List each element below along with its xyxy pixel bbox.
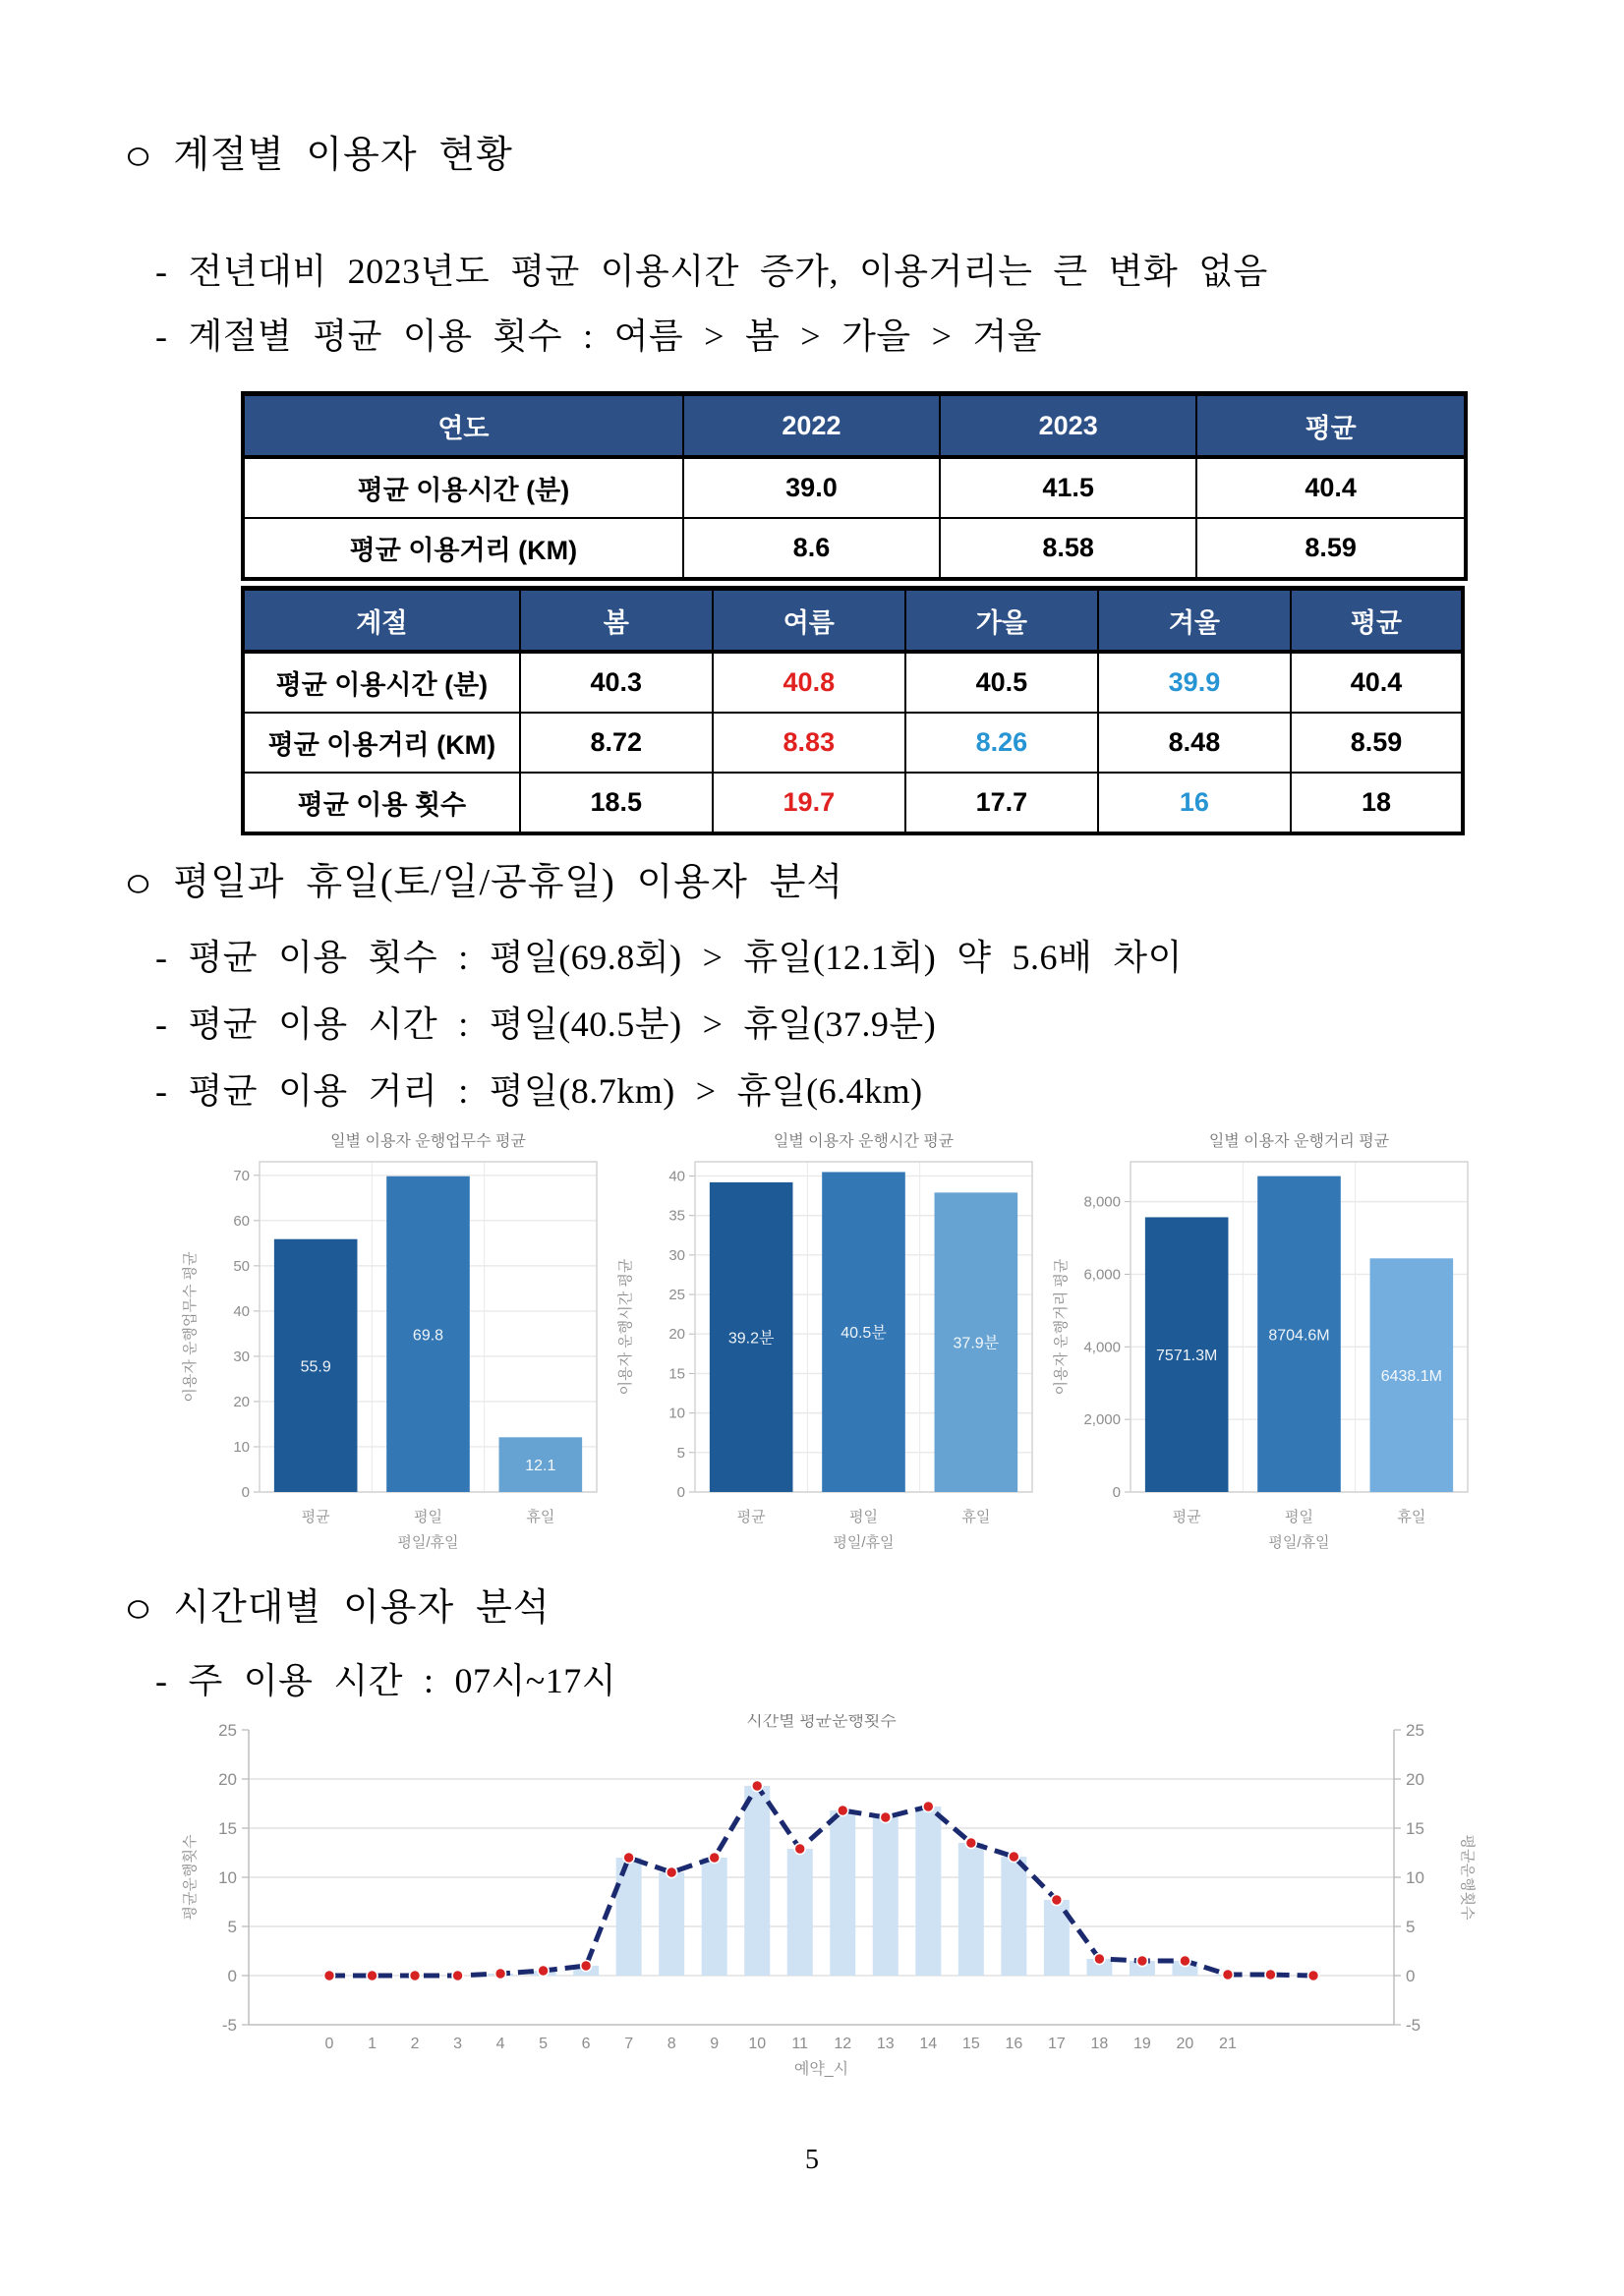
- bar-value-label: 6438.1M: [1380, 1368, 1442, 1386]
- x-category-label: 평일: [414, 1509, 442, 1525]
- daily-trip-count-chart: [173, 1126, 609, 1557]
- x-tick-label: 20: [1176, 2036, 1194, 2052]
- bar: [958, 1843, 984, 1976]
- bar-value-label: 40.5분: [841, 1325, 887, 1343]
- x-axis-label: 평일/휴일: [833, 1534, 895, 1551]
- y-axis-label-right: 평균운행횟수: [1459, 1834, 1476, 1921]
- data-point-marker: [1265, 1970, 1276, 1980]
- bar: [787, 1849, 813, 1976]
- bar-value-label: 7571.3M: [1156, 1348, 1218, 1365]
- section-heading-hourly: [126, 1577, 551, 1633]
- data-point-marker: [367, 1971, 377, 1981]
- x-axis-label: 평일/휴일: [1268, 1534, 1330, 1551]
- table-row-label: 평균 이용거리 (KM): [243, 713, 520, 773]
- chart-title: 일별 이용자 운행시간 평균: [773, 1133, 955, 1150]
- table-header-cell: 겨울: [1098, 589, 1291, 653]
- y-tick-label: 2,000: [1083, 1411, 1121, 1429]
- x-category-label: 휴일: [526, 1509, 555, 1525]
- table-cell: 41.5: [940, 457, 1196, 518]
- y-tick-label: 30: [233, 1348, 250, 1365]
- table-cell: 40.8: [713, 652, 905, 713]
- section-title: 시간대별 이용자 분석: [173, 1587, 551, 1629]
- bar: [659, 1872, 684, 1976]
- y-tick-label-right: 0: [1406, 1967, 1416, 1985]
- table-row-label: 평균 이용시간 (분): [243, 652, 520, 713]
- bar-chart-svg: [173, 1126, 609, 1557]
- circle-bullet-icon: ○: [124, 134, 154, 179]
- y-tick-label: 50: [233, 1257, 250, 1275]
- data-point-marker: [1094, 1954, 1105, 1965]
- table-header-cell: 여름: [713, 589, 905, 653]
- circle-bullet-icon: ○: [124, 861, 154, 906]
- table-cell: 16: [1098, 773, 1291, 833]
- y-tick-label: 20: [233, 1393, 250, 1410]
- y-tick-label-right: 20: [1406, 1770, 1424, 1789]
- y-tick-label: 70: [233, 1167, 250, 1184]
- table-header-cell: 2023: [940, 394, 1196, 458]
- y-tick-label-left: 20: [218, 1770, 237, 1789]
- table-cell: 8.26: [905, 713, 1098, 773]
- table-cell: 39.0: [683, 457, 940, 518]
- season-comparison-table: [241, 586, 1465, 835]
- y-tick-label: 40: [668, 1168, 685, 1185]
- x-tick-label: 17: [1047, 2036, 1066, 2052]
- x-tick-label: 16: [1005, 2036, 1023, 2052]
- data-point-marker: [965, 1838, 976, 1849]
- bar-chart-svg: [1044, 1126, 1479, 1557]
- bar: [744, 1786, 770, 1976]
- data-point-marker: [794, 1844, 805, 1855]
- y-tick-label-right: 25: [1406, 1721, 1424, 1740]
- data-point-marker: [1136, 1956, 1147, 1967]
- section-heading-weekday-holiday: [126, 851, 843, 907]
- y-tick-label: 0: [1112, 1484, 1121, 1501]
- table-row: [243, 713, 1463, 773]
- x-tick-label: 5: [539, 2036, 549, 2052]
- table-header-cell: 평균: [1291, 589, 1463, 653]
- x-tick-label: 7: [624, 2036, 634, 2052]
- table-cell: 8.48: [1098, 713, 1291, 773]
- x-tick-label: 18: [1090, 2036, 1109, 2052]
- year-comparison-table: [241, 391, 1468, 581]
- y-tick-label: 10: [668, 1405, 685, 1422]
- bullet-line: - 평균 이용 시간 : 평일(40.5분) > 휴일(37.9분): [155, 1004, 937, 1044]
- y-tick-label: 0: [676, 1484, 685, 1501]
- x-category-label: 평일: [1285, 1509, 1313, 1525]
- x-category-label: 평균: [736, 1509, 766, 1525]
- bar: [873, 1817, 899, 1976]
- x-tick-label: 2: [410, 2036, 420, 2052]
- x-tick-label: 1: [368, 2036, 377, 2052]
- table-header-row: [243, 394, 1466, 458]
- data-point-marker: [838, 1806, 848, 1816]
- y-tick-label-right: -5: [1406, 2016, 1421, 2035]
- x-category-label: 평균: [1172, 1509, 1201, 1525]
- y-axis-label: 이용자 운행시간 평균: [617, 1258, 634, 1396]
- data-point-marker: [880, 1812, 891, 1823]
- data-point-marker: [623, 1853, 634, 1864]
- x-tick-label: 21: [1219, 2036, 1237, 2052]
- y-tick-label-left: 10: [218, 1868, 237, 1887]
- bullet-line: - 전년대비 2023년도 평균 이용시간 증가, 이용거리는 큰 변화 없음: [155, 252, 1268, 291]
- y-tick-label: 60: [233, 1212, 250, 1230]
- x-tick-label: 9: [710, 2036, 720, 2052]
- y-tick-label: 5: [676, 1444, 685, 1462]
- bullet-line: - 평균 이용 횟수 : 평일(69.8회) > 휴일(12.1회) 약 5.6배 차이: [155, 938, 1183, 977]
- data-point-marker: [410, 1971, 421, 1981]
- x-category-label: 평균: [301, 1509, 330, 1525]
- x-tick-label: 4: [495, 2036, 505, 2052]
- y-tick-label: 40: [233, 1302, 250, 1320]
- table-cell: 39.9: [1098, 652, 1291, 713]
- data-point-marker: [495, 1969, 506, 1980]
- table-header-cell: 연도: [243, 394, 683, 458]
- bar: [1001, 1857, 1026, 1976]
- y-tick-label-right: 10: [1406, 1868, 1424, 1887]
- y-tick-label: 6,000: [1083, 1266, 1121, 1284]
- bar-value-label: 12.1: [525, 1458, 556, 1475]
- y-tick-label: 30: [668, 1246, 685, 1264]
- y-tick-label-left: 5: [227, 1918, 237, 1936]
- line-chart-svg: [175, 1714, 1541, 2088]
- x-tick-label: 19: [1133, 2036, 1151, 2052]
- table-cell: 40.5: [905, 652, 1098, 713]
- bar-value-label: 37.9분: [953, 1335, 1000, 1352]
- table-row-label: 평균 이용 횟수: [243, 773, 520, 833]
- x-tick-label: 0: [324, 2036, 334, 2052]
- table-row: [243, 652, 1463, 713]
- data-point-marker: [452, 1971, 463, 1981]
- data-point-marker: [1308, 1971, 1319, 1981]
- y-tick-label: 4,000: [1083, 1339, 1121, 1356]
- table-cell: 8.58: [940, 518, 1196, 579]
- table-header-cell: 계절: [243, 589, 520, 653]
- bar: [915, 1807, 941, 1976]
- table-cell: 8.72: [520, 713, 713, 773]
- table-header-cell: 2022: [683, 394, 940, 458]
- table-header-cell: 봄: [520, 589, 713, 653]
- chart-title: 시간별 평균운행횟수: [746, 1714, 897, 1730]
- daily-trip-distance-chart: [1044, 1126, 1479, 1557]
- bar-value-label: 55.9: [300, 1358, 331, 1376]
- x-tick-label: 13: [876, 2036, 895, 2052]
- x-category-label: 휴일: [1397, 1509, 1426, 1525]
- circle-bullet-icon: ○: [124, 1586, 154, 1632]
- bar-value-label: 69.8: [412, 1327, 444, 1345]
- data-point-marker: [324, 1971, 335, 1981]
- data-point-marker: [709, 1853, 720, 1864]
- table-cell: 40.4: [1291, 652, 1463, 713]
- page-number: 5: [805, 2145, 819, 2175]
- table-cell: 8.83: [713, 713, 905, 773]
- table-header-cell: 가을: [905, 589, 1098, 653]
- bar: [702, 1858, 727, 1976]
- x-tick-label: 10: [748, 2036, 767, 2052]
- data-point-marker: [923, 1802, 934, 1812]
- table-cell: 8.6: [683, 518, 940, 579]
- table-row: [243, 773, 1463, 833]
- hourly-average-trips-chart: [175, 1714, 1541, 2088]
- y-tick-label-right: 5: [1406, 1918, 1416, 1936]
- data-point-marker: [667, 1867, 677, 1878]
- x-tick-label: 3: [453, 2036, 463, 2052]
- chart-title: 일별 이용자 운행거리 평균: [1208, 1133, 1390, 1150]
- y-tick-label-left: 15: [218, 1819, 237, 1838]
- section-title: 평일과 휴일(토/일/공휴일) 이용자 분석: [173, 862, 844, 903]
- x-tick-label: 15: [961, 2036, 980, 2052]
- x-tick-label: 14: [919, 2036, 938, 2052]
- y-tick-label-left: -5: [221, 2016, 237, 2035]
- x-axis-label: 예약_시: [793, 2061, 849, 2078]
- x-tick-label: 11: [791, 2036, 809, 2052]
- bar: [616, 1858, 642, 1976]
- table-cell: 18.5: [520, 773, 713, 833]
- table-cell: 18: [1291, 773, 1463, 833]
- data-point-marker: [1009, 1852, 1019, 1863]
- table-row-label: 평균 이용거리 (KM): [243, 518, 683, 579]
- x-tick-label: 8: [667, 2036, 676, 2052]
- table-cell: 19.7: [713, 773, 905, 833]
- table-cell: 8.59: [1291, 713, 1463, 773]
- y-axis-label-left: 평균운행횟수: [182, 1834, 199, 1921]
- data-point-marker: [752, 1781, 763, 1792]
- bar-value-label: 8704.6M: [1268, 1327, 1330, 1345]
- y-tick-label: 20: [668, 1326, 685, 1344]
- y-tick-label-left: 0: [227, 1967, 237, 1985]
- data-point-marker: [1051, 1895, 1062, 1906]
- y-tick-label: 10: [233, 1438, 250, 1456]
- table-cell: 40.3: [520, 652, 713, 713]
- y-tick-label-left: 25: [218, 1721, 237, 1740]
- table-header-row: [243, 589, 1463, 653]
- y-tick-label: 25: [668, 1287, 685, 1304]
- y-tick-label: 0: [241, 1484, 250, 1501]
- y-axis-label: 이용자 운행업무수 평균: [182, 1251, 199, 1403]
- table-row: [243, 457, 1466, 518]
- y-tick-label: 35: [668, 1207, 685, 1225]
- table-cell: 40.4: [1196, 457, 1466, 518]
- bar: [830, 1810, 855, 1976]
- bullet-line: - 주 이용 시간 : 07시~17시: [155, 1661, 616, 1700]
- data-point-marker: [538, 1966, 549, 1977]
- x-tick-label: 12: [834, 2036, 852, 2052]
- bullet-line: - 계절별 평균 이용 횟수 : 여름 > 봄 > 가을 > 겨울: [155, 316, 1043, 356]
- data-line: [329, 1786, 1313, 1976]
- table-row-label: 평균 이용시간 (분): [243, 457, 683, 518]
- table-row: [243, 518, 1466, 579]
- y-tick-label: 8,000: [1083, 1193, 1121, 1211]
- x-tick-label: 6: [581, 2036, 591, 2052]
- section-heading-seasonal: [126, 124, 513, 180]
- y-tick-label: 15: [668, 1365, 685, 1383]
- table-cell: 8.59: [1196, 518, 1466, 579]
- x-category-label: 휴일: [961, 1509, 991, 1525]
- bullet-line: - 평균 이용 거리 : 평일(8.7km) > 휴일(6.4km): [155, 1071, 923, 1111]
- x-category-label: 평일: [849, 1509, 878, 1525]
- x-axis-label: 평일/휴일: [397, 1534, 459, 1551]
- table-header-cell: 평균: [1196, 394, 1466, 458]
- data-point-marker: [1222, 1970, 1233, 1980]
- bar-chart-svg: [609, 1126, 1044, 1557]
- y-axis-label: 이용자 운행거리 평균: [1053, 1258, 1070, 1396]
- data-point-marker: [1180, 1956, 1190, 1967]
- daily-trip-time-chart: [609, 1126, 1044, 1557]
- data-point-marker: [581, 1961, 592, 1972]
- chart-title: 일별 이용자 운행업무수 평균: [330, 1133, 526, 1150]
- bar-value-label: 39.2분: [727, 1330, 775, 1348]
- y-tick-label-right: 15: [1406, 1819, 1424, 1838]
- section-title: 계절별 이용자 현황: [173, 135, 513, 176]
- daily-charts-row: [173, 1126, 1479, 1557]
- table-cell: 17.7: [905, 773, 1098, 833]
